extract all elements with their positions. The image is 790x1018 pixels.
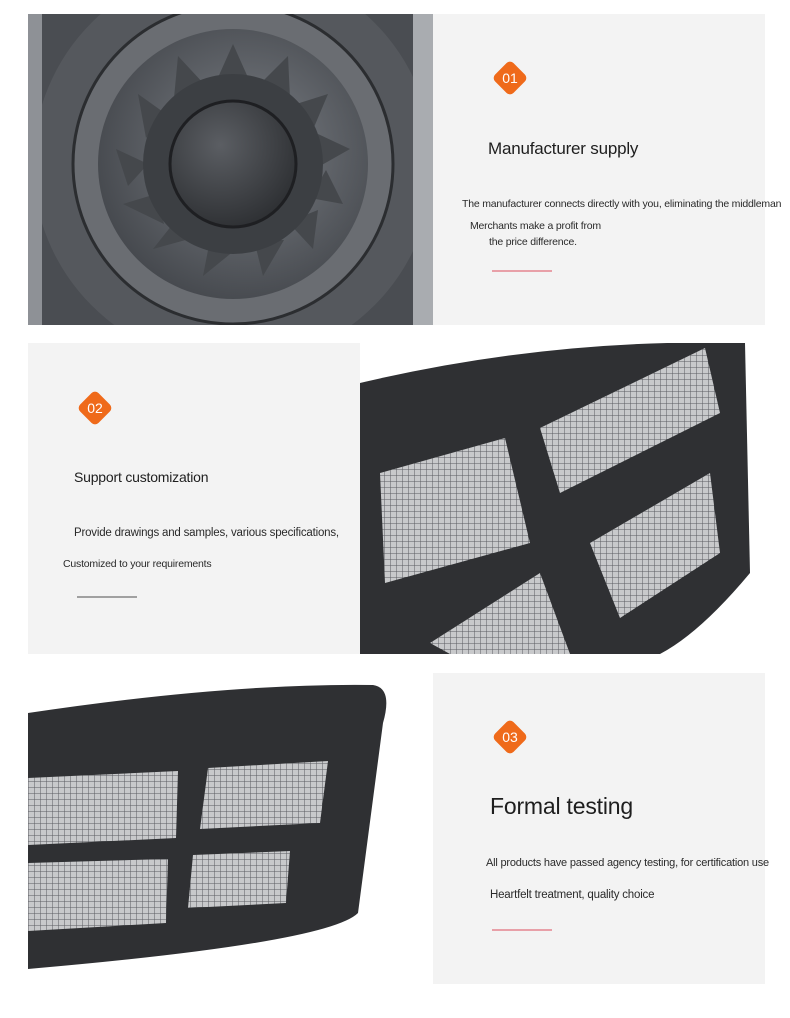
- section-2-accent-rule: [77, 596, 137, 598]
- section-1-panel: [433, 14, 765, 325]
- wheel-hub-cover-graphic: [28, 14, 433, 325]
- section-3-line-1: All products have passed agency testing, for certification use: [486, 857, 769, 869]
- section-1-title: Manufacturer supply: [488, 139, 639, 158]
- section-3-accent-rule: [492, 929, 552, 931]
- mesh-grille-photo: [360, 343, 750, 654]
- section-2-title: Support customization: [74, 469, 209, 485]
- mesh-grille-cover-graphic: [28, 673, 433, 984]
- section-2-line-1: Provide drawings and samples, various specifications,: [74, 527, 339, 539]
- section-3-title: Formal testing: [490, 793, 633, 819]
- section-3-panel: [433, 673, 765, 984]
- wheel-hub-cover-photo: [28, 14, 433, 325]
- section-number: 02: [87, 400, 103, 416]
- section-1-accent-rule: [492, 270, 552, 272]
- section-2-line-2: Customized to your requirements: [63, 558, 212, 570]
- section-1-badge: [491, 59, 529, 97]
- section-1-line-2: Merchants make a profit from: [470, 220, 601, 232]
- mesh-grille-cover-photo: [28, 673, 433, 984]
- section-2-badge: [76, 389, 114, 427]
- section-1-line-1: The manufacturer connects directly with you, eliminating the middleman: [462, 198, 782, 210]
- section-3-line-2: Heartfelt treatment, quality choice: [490, 889, 655, 901]
- section-number: 01: [502, 70, 518, 86]
- section-3-badge: [491, 718, 529, 756]
- mesh-grille-graphic: [360, 343, 750, 654]
- section-number: 03: [502, 729, 518, 745]
- section-1-line-3: the price difference.: [489, 236, 577, 248]
